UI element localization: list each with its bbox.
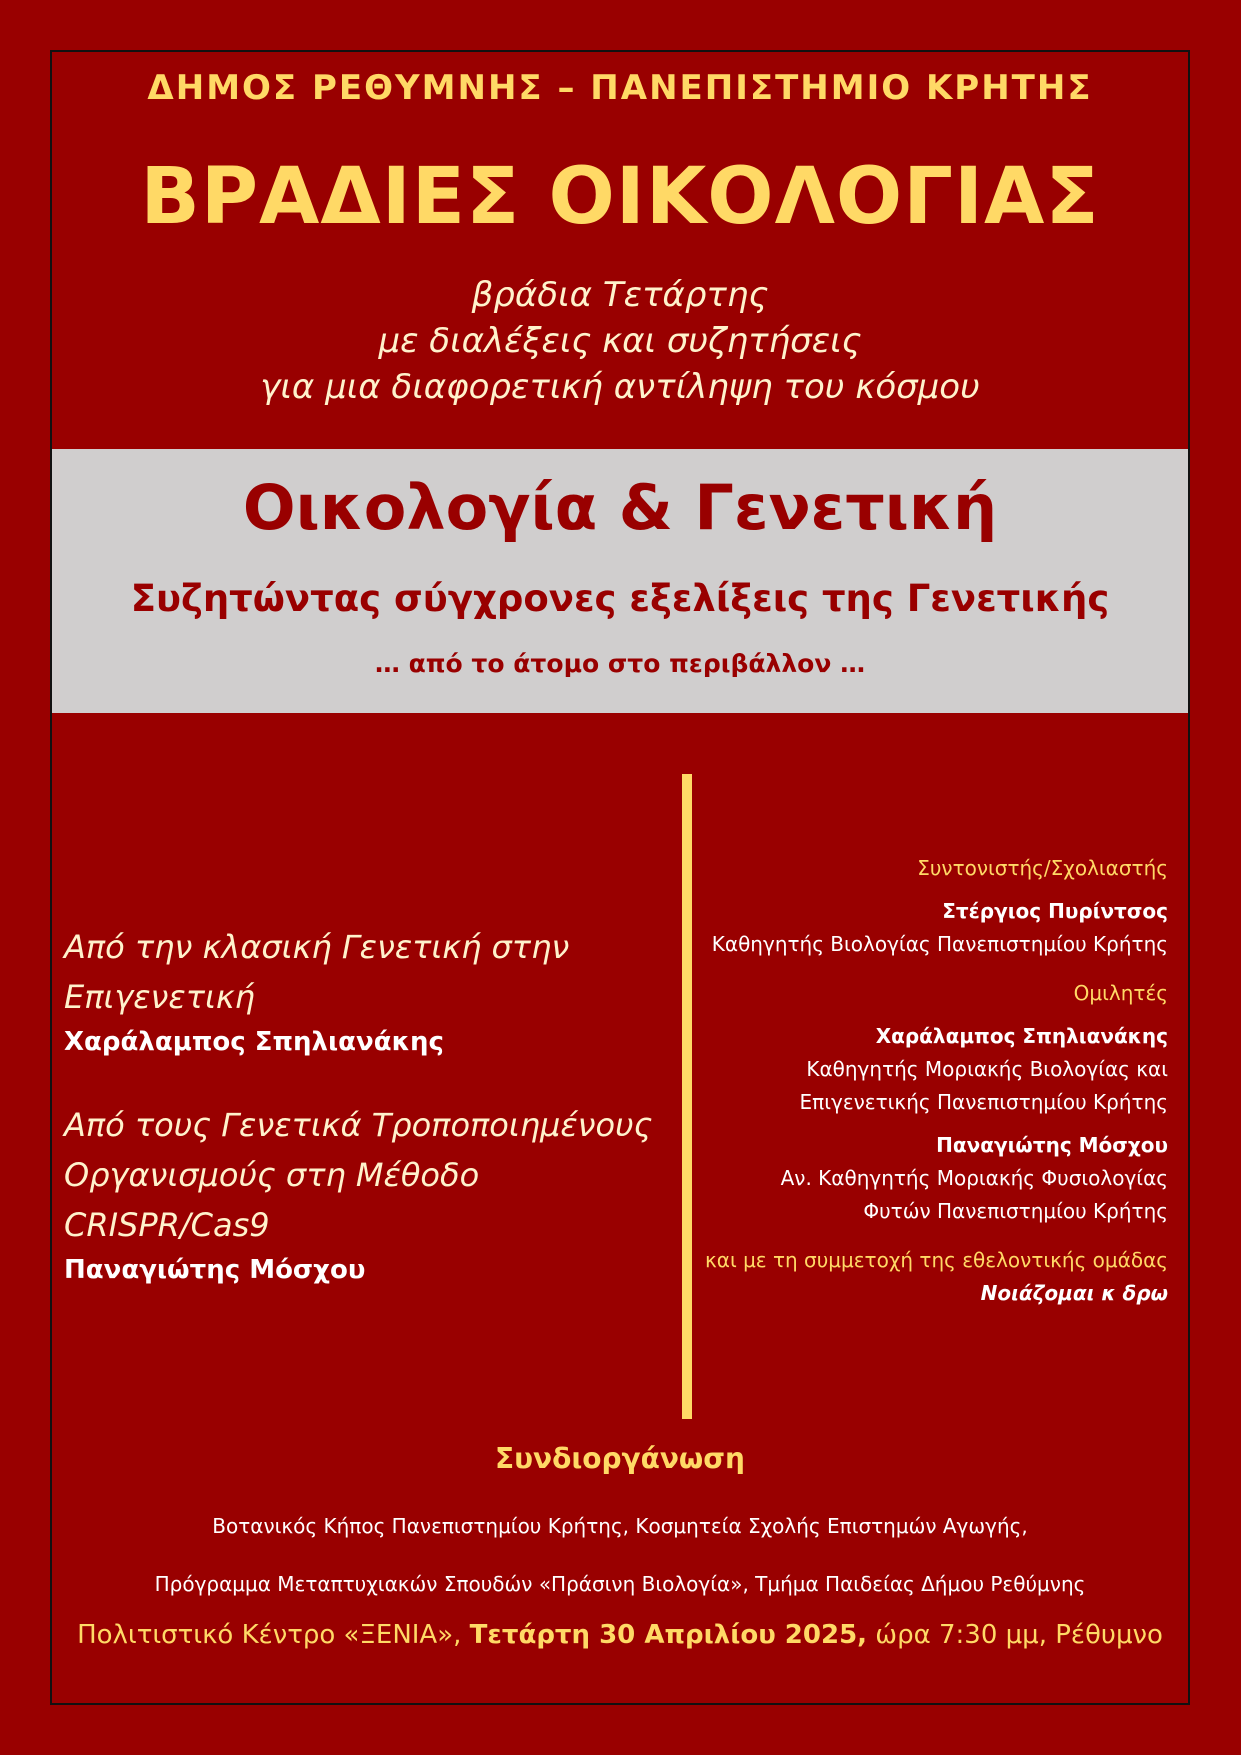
event-date: Τετάρτη 30 Απριλίου 2025, [469,1620,868,1650]
volunteer-group-name: Νοιάζομαι κ δρω [980,1281,1168,1305]
topic-title: Οικολογία & Γενετική [242,471,998,544]
topic-band [52,449,1188,713]
poster-frame [50,50,1190,1705]
talk-speaker: Παναγιώτης Μόσχου [64,1255,366,1285]
event-time-place: ώρα 7:30 μμ, Ρέθυμνο [867,1620,1163,1650]
event-details [52,1620,1188,1650]
speaker-affiliation: Καθηγητής Μοριακής Βιολογίας και [806,1057,1168,1081]
talks-list [64,922,674,1328]
talk-title: Οργανισμούς στη Μέθοδο CRISPR/Cas9 [64,1156,480,1244]
tagline-line: βράδια Τετάρτης [471,275,769,315]
talk-title: Από την κλασική Γενετική στην [64,928,570,966]
organizers-heading: ΔΗΜΟΣ ΡΕΘΥΜΝΗΣ – ΠΑΝΕΠΙΣΤΗΜΙΟ ΚΡΗΤΗΣ [147,68,1093,108]
moderator-affiliation: Καθηγητής Βιολογίας Πανεπιστημίου Κρήτης [711,932,1168,956]
panel-info [668,852,1168,1310]
speaker-affiliation: Φυτών Πανεπιστημίου Κρήτης [863,1199,1168,1223]
event-venue: Πολιτιστικό Κέντρο «ΞΕΝΙΑ», [77,1620,470,1650]
coorganization-line: Πρόγραμμα Μεταπτυχιακών Σπουδών «Πράσινη Βιολογία», Τμήμα Παιδείας Δήμου Ρεθύμνης [154,1572,1086,1596]
speaker-name: Χαράλαμπος Σπηλιανάκης [875,1024,1168,1048]
speaker-affiliation: Αν. Καθηγητής Μοριακής Φυσιολογίας [780,1166,1168,1190]
talk-title: Επιγενετική [64,978,255,1016]
speakers-role-label: Ομιλητές [1073,981,1168,1005]
moderator-role-label: Συντονιστής/Σχολιαστής [917,856,1168,880]
talk-item [64,922,674,1062]
series-title: ΒΡΑΔΙΕΣ ΟΙΚΟΛΟΓΙΑΣ [140,152,1100,242]
talk-item [64,1100,674,1290]
talk-title: Από τους Γενετικά Τροποποιημένους [64,1106,653,1144]
series-tagline [52,272,1188,410]
moderator-name: Στέργιος Πυρίντσος [942,899,1168,923]
topic-tagline: … από το άτομο στο περιβάλλον … [374,649,866,678]
talk-speaker: Χαράλαμπος Σπηλιανάκης [64,1027,444,1057]
tagline-line: με διαλέξεις και συζητήσεις [378,321,862,361]
coorganization-title: Συνδιοργάνωση [495,1442,745,1475]
coorganization-line: Βοτανικός Κήπος Πανεπιστημίου Κρήτης, Κοσμητεία Σχολής Επιστημών Αγωγής, [212,1514,1028,1538]
speaker-name: Παναγιώτης Μόσχου [936,1133,1168,1157]
tagline-line: για μια διαφορετική αντίληψη του κόσμου [260,367,980,407]
speaker-affiliation: Επιγενετικής Πανεπιστημίου Κρήτης [799,1090,1168,1114]
topic-subtitle: Συζητώντας σύγχρονες εξελίξεις της Γενετικής [130,577,1110,620]
volunteer-note: και με τη συμμετοχή της εθελοντικής ομάδας [704,1248,1168,1272]
